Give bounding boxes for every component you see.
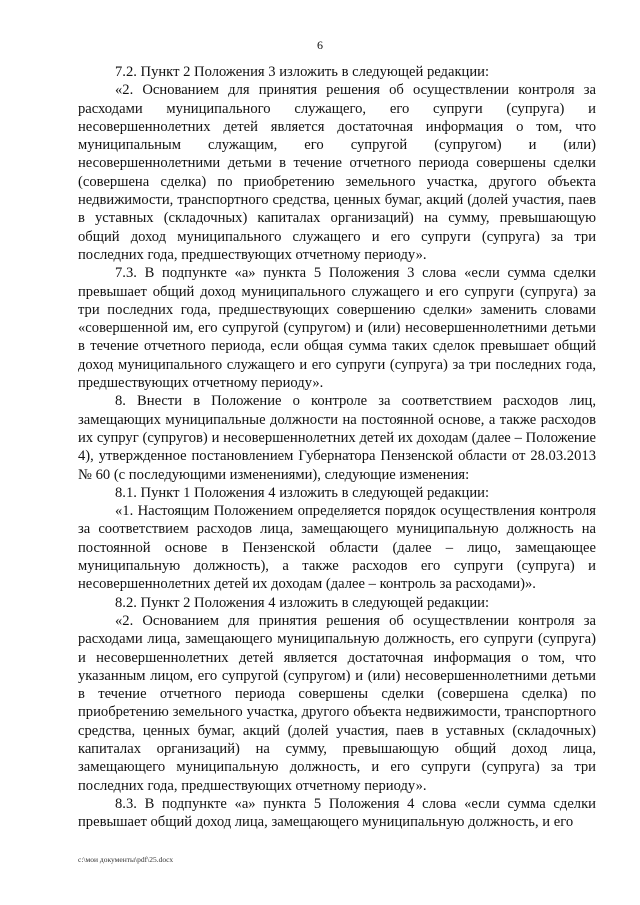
paragraph-7-2: 7.2. Пункт 2 Положения 3 изложить в следующей редакции: [115, 64, 490, 80]
paragraph-8-3: 8.3. В подпункте «а» пункта 5 Положения 4 слова «если сумма сделки превышает общий доход лица, замещающего муниципальную должность, и его [78, 795, 596, 831]
paragraph-8-1: 8.1. Пункт 1 Положения 4 изложить в следующей редакции: [115, 484, 490, 501]
paragraph-8-2: 8.2. Пункт 2 Положения 4 изложить в следующей редакции: [115, 594, 490, 611]
paragraph-7-2-quote: «2. Основанием для принятия решения об осуществлении контроля за расходами муниципального служащего, его супруги (супруга) и несовершеннолетних детей является достаточная информация о том, что муниципальным служащим, его супругой (супругом) и (или) несовершеннолетними детьми в течение отчетного периода совершены сделки (совершена сделка) по приобретению земельного участка, другого объекта недвижимости, транспортного средства, ценных бумаг, акций (долей участия, паев в уставных (складочных) капиталах организаций) на сумму, превышающую общий доход муниципального служащего и его супруги (супруга) за три последних года, предшествующих отчетному периоду». [78, 82, 596, 263]
paragraph-8: 8. Внести в Положение о контроле за соответствием расходов лиц, замещающих муниципальные должности на постоянной основе, а также расходов их супруг (супругов) и несовершеннолетних детей их доходам (далее – Положение 4), утвержденное постановлением Губернатора Пензенской области от 28.03.2013 № 60 (с последующими изменениями), следующие изменения: [78, 393, 596, 483]
paragraph-8-2-quote: «2. Основанием для принятия решения об осуществлении контроля за расходами лица, замещающего муниципальную должность, его супруги (супруга) и несовершеннолетних детей является достаточная информация о том, что указанным лицом, его супругой (супругом) и (или) несовершеннолетними детьми в течение отчетного периода совершены сделки (совершена сделка) по приобретению земельного участка, другого объекта недвижимости, транспортного средства, ценных бумаг, акций (долей участия, паев в уставных (складочных) капиталах организаций) на сумму, превышающую общий доход лица, замещающего муниципальную должность, и его супруги (супруга) за три последних года, предшествующих отчетному периоду». [78, 612, 596, 794]
paragraph-7-3: 7.3. В подпункте «а» пункта 5 Положения 3 слова «если сумма сделки превышает общий доход муниципального служащего и его супруги (супруга) за три последних года, предшествующих совершению сделки» заменить словами «совершенной им, его супругой (супругом) и (или) несовершеннолетними детьми в течение отчетного периода, если общая сумма таких сделок превышает общий доход муниципального служащего и его супруги (супруга) за три последних года, предшествующих отчетному периоду». [78, 265, 596, 392]
page-number: 6 [317, 38, 323, 52]
footer-file-path: c:\мои документы\pdf\25.docx [78, 855, 174, 864]
document-body [78, 63, 596, 831]
paragraph-8-1-quote: «1. Настоящим Положением определяется порядок осуществления контроля за соответствием расходов лица, замещающего муниципальную должность на постоянной основе в Пензенской области (далее – лицо, замещающее муниципальную должность), а также расходов его супруги (супруга) и несовершеннолетних детей их доходам (далее – контроль за расходами)». [78, 503, 596, 593]
